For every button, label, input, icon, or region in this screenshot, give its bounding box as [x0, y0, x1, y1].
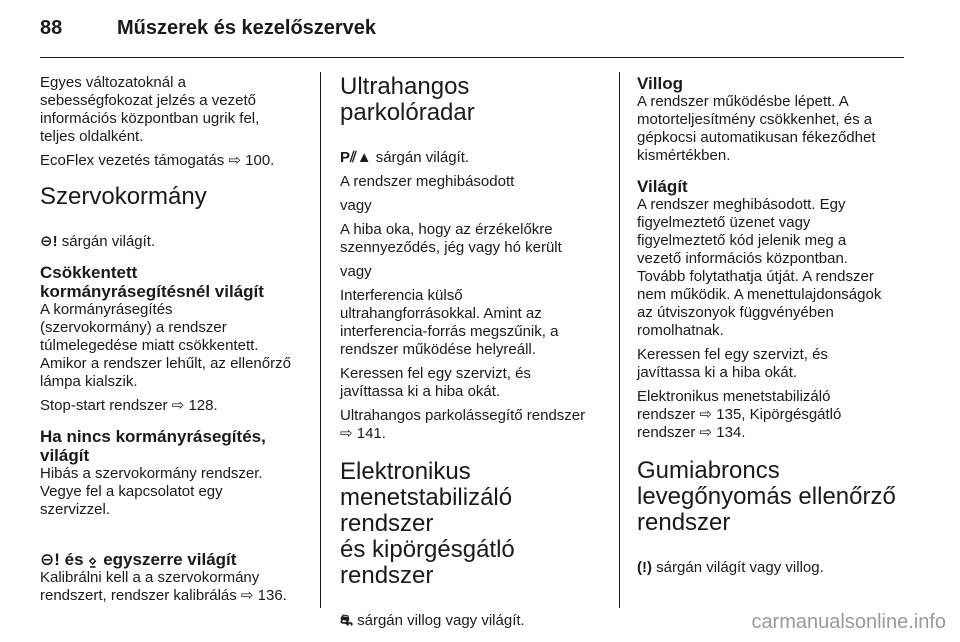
parking-sensor-icon: P⫽▲	[340, 149, 372, 166]
ha-nincs-text: Hibás a szervokormány rendszer. Vegye fel a kapcsolatot egy szervizzel.	[40, 465, 263, 518]
szervo-status	[40, 215, 310, 251]
intro-paragraph: Egyes változatoknál a sebességfokozat jelzés a vezető információs központban ugrik fel, teljes oldalként.	[40, 74, 260, 145]
column-divider-2	[619, 72, 620, 608]
heading-villog: Villog	[637, 74, 683, 93]
column-divider-1	[320, 72, 321, 608]
page-title: Műszerek és kezelőszervek	[117, 17, 377, 39]
column-1	[40, 74, 310, 611]
col3-p2: Elektronikus menetstabilizáló rendszer ⇨ 135, Kipörgésgátló rendszer ⇨ 134.	[637, 388, 842, 441]
stop-start-reference: Stop-start rendszer ⇨ 128.	[40, 397, 218, 414]
power-steering-warning-icon: ⊖!	[40, 550, 60, 569]
ultra-p3: Interferencia külső ultrahangforrásokkal. Amint az interferencia-forrás megszűnik, a rendszer működése helyreáll.	[340, 287, 559, 358]
csokkentett-text: A kormányrásegítés (szervokormány) a rendszer túlmelegedése miatt csökkentett. Amikor a rendszer lehűlt, az ellenőrző lámpa kialszik.	[40, 301, 291, 390]
heading-vilagit: Világít	[637, 177, 688, 196]
column-2	[340, 74, 610, 636]
steering-calibration-icon: ⍚	[88, 550, 99, 569]
heading-ha-nincs: Ha nincs kormányrásegítés, világít	[40, 427, 266, 465]
power-steering-warning-icon: ⊖!	[40, 233, 58, 250]
page-number: 88	[40, 17, 63, 39]
stability-control-icon: ⛐	[340, 612, 353, 629]
heading-szervokormany: Szervokormány	[40, 183, 207, 210]
heading-csokkentett: Csökkentett kormányrásegítésnél világít	[40, 263, 264, 301]
heading-gumiabroncs: Gumiabroncs levegőnyomás ellenőrző rendszer	[637, 457, 896, 536]
watermark: carmanualsonline.info	[751, 611, 946, 633]
tire-pressure-icon: (!)	[637, 559, 652, 576]
ultra-status: P⫽▲ sárgán világít.	[340, 149, 470, 166]
ultra-p2: A hiba oka, hogy az érzékelőkre szennyeződés, jég vagy hó került	[340, 221, 562, 256]
ultra-p4: Keressen fel egy szervizt, és javíttassa ki a hiba okát.	[340, 365, 531, 400]
ecoflex-reference: EcoFlex vezetés támogatás ⇨ 100.	[40, 152, 275, 169]
col3-p1: Keressen fel egy szervizt, és javíttassa ki a hiba okát.	[637, 346, 828, 381]
column-3	[637, 74, 907, 583]
heading-elektronikus: Elektronikus menetstabilizáló rendszer és kipörgésgátló rendszer	[340, 458, 515, 589]
es-egyszerre-text: Kalibrálni kell a a szervokormány rendszert, rendszer kalibrálás ⇨ 136.	[40, 569, 287, 604]
elektro-status: ⛐ sárgán villog vagy világít.	[340, 612, 525, 629]
szervo-status-text: sárgán világít.	[57, 233, 156, 250]
ultra-p1: A rendszer meghibásodott	[340, 173, 515, 190]
gumi-status: (!) sárgán világít vagy villog.	[637, 559, 824, 576]
ultra-vagy-2: vagy	[340, 263, 372, 280]
header-rule	[40, 57, 904, 58]
heading-ultrahangos: Ultrahangos parkolóradar	[340, 73, 475, 126]
villog-text: A rendszer működésbe lépett. A motorteljesítmény csökkenhet, és a gépkocsi automatikusan fékeződhet kismértékben.	[637, 93, 876, 164]
vilagit-text: A rendszer meghibásodott. Egy figyelmeztető üzenet vagy figyelmeztető kód jelenik meg a vezető információs központban. Tovább folytathatja útját. A rendszer nem működik. A menettulajdonságok az útviszonyok függvényében romolhatnak.	[637, 196, 882, 339]
ultra-p5: Ultrahangos parkolássegítő rendszer ⇨ 141.	[340, 407, 586, 442]
ultra-vagy-1: vagy	[340, 197, 372, 214]
heading-es-egyszerre: ⊖! és ⍚ egyszerre világít	[40, 550, 237, 569]
